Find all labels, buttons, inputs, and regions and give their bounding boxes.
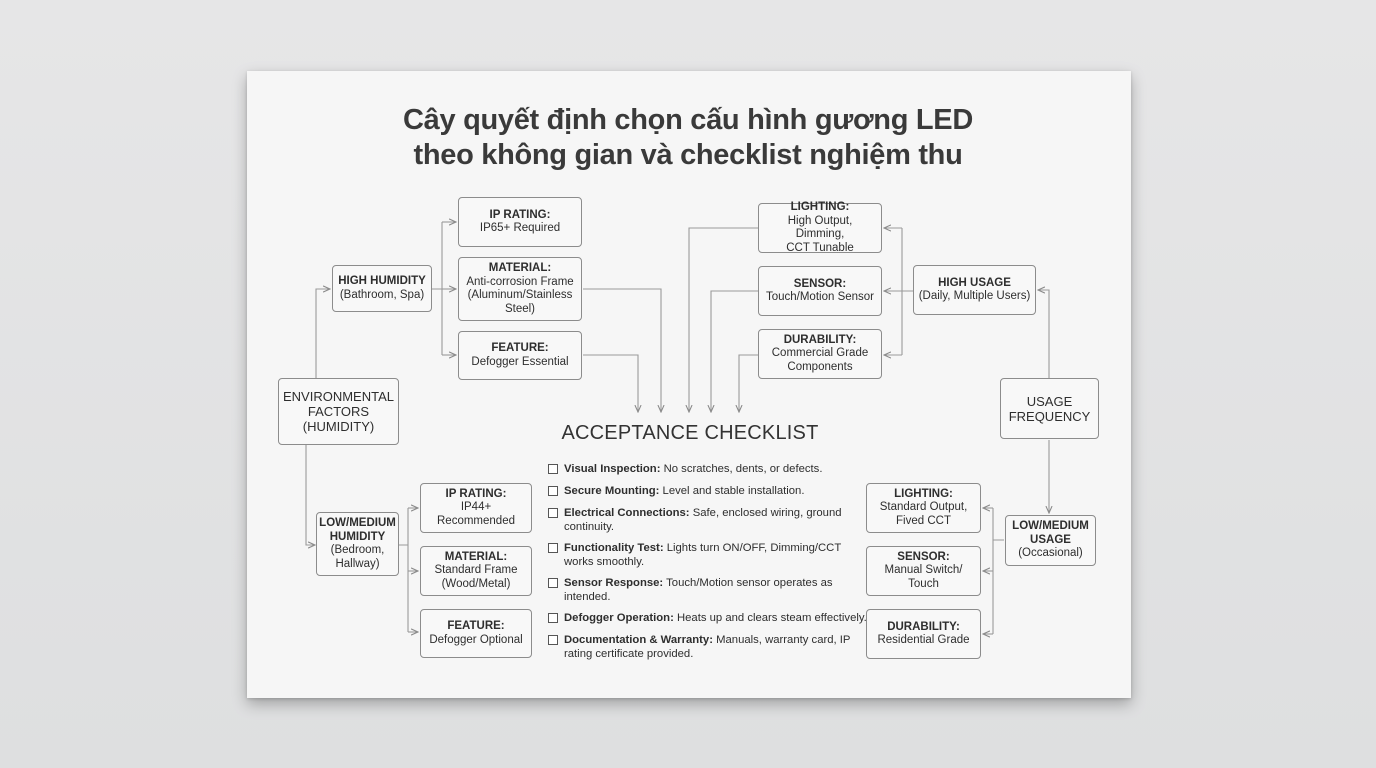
checklist-item-text: No scratches, dents, or defects. — [660, 463, 823, 475]
node-text: (Occasional) — [1018, 547, 1083, 560]
node-usage-frequency — [1000, 378, 1099, 439]
node-heading: LIGHTING: — [894, 487, 953, 500]
node-text: Fived CCT — [896, 514, 951, 527]
checklist-item — [548, 633, 854, 661]
node-heading: LIGHTING: — [790, 201, 850, 213]
checklist-item-text: Heats up and clears steam effectively. — [673, 612, 867, 624]
node-text: Touch — [908, 577, 939, 590]
checklist-item — [548, 611, 868, 625]
node-text: (HUMIDITY) — [302, 419, 375, 434]
checklist-item-text: Touch/Motion sensor operates as intended. — [564, 577, 833, 603]
checklist-item-key: Functionality Test: — [564, 542, 664, 554]
checkbox-icon[interactable] — [548, 464, 558, 474]
node-text: Standard Frame — [434, 564, 518, 577]
node-heading: FEATURE: — [491, 342, 549, 354]
title-line-2: theo không gian và checklist nghiệm thu — [413, 139, 963, 171]
checklist-item — [548, 541, 854, 569]
node-heading: SENSOR: — [793, 277, 847, 290]
node-hu-lighting — [758, 203, 882, 253]
node-high-humidity — [332, 265, 432, 312]
node-text: High Output, Dimming, — [787, 214, 853, 240]
node-high-usage — [913, 265, 1036, 315]
node-heading: LOW/MEDIUM — [319, 517, 396, 529]
node-text: (Bedroom, — [330, 544, 385, 556]
checklist-title: ACCEPTANCE CHECKLIST — [561, 422, 819, 444]
node-lu-sensor — [866, 546, 981, 596]
title-line-1: Cây quyết định chọn cấu hình gương LED — [403, 104, 973, 136]
node-text: (Bathroom, Spa) — [339, 288, 425, 301]
node-text: Manual Switch/ — [884, 564, 963, 577]
node-heading: MATERIAL: — [444, 550, 508, 563]
node-text: IP65+ Required — [479, 222, 561, 234]
checkbox-icon[interactable] — [548, 635, 558, 645]
node-heading: FEATURE: — [447, 620, 505, 632]
node-heading: HIGH USAGE — [938, 276, 1011, 289]
checkbox-icon[interactable] — [548, 486, 558, 496]
node-text: Standard Output, — [879, 501, 968, 514]
checkbox-icon[interactable] — [548, 508, 558, 518]
acceptance-checklist — [548, 462, 868, 661]
node-text: ENVIRONMENTAL — [283, 389, 394, 404]
node-text: (Wood/Metal) — [441, 577, 511, 590]
node-high-ip-rating — [458, 197, 582, 247]
node-text: Components — [787, 360, 853, 373]
node-text: FREQUENCY — [1008, 408, 1091, 424]
node-heading: HUMIDITY — [329, 530, 386, 543]
node-text: FACTORS — [307, 404, 370, 419]
node-text: Commercial Grade — [771, 347, 869, 360]
node-heading: IP RATING: — [445, 487, 507, 500]
checklist-item — [548, 506, 854, 534]
checklist-item-text: Level and stable installation. — [659, 485, 805, 497]
checklist-item-key: Documentation & Warranty: — [564, 634, 713, 646]
node-text: IP44+ Recommended — [437, 501, 515, 527]
page-title — [380, 103, 996, 173]
node-heading: SENSOR: — [897, 550, 950, 563]
node-text: Steel) — [504, 302, 536, 315]
node-heading: IP RATING: — [489, 208, 551, 221]
node-text: Residential Grade — [877, 634, 970, 646]
node-text: Hallway) — [335, 557, 380, 570]
node-heading: HIGH HUMIDITY — [338, 275, 426, 287]
checklist-item — [548, 484, 868, 498]
node-low-usage — [1005, 515, 1096, 566]
node-text: USAGE — [1026, 393, 1073, 409]
node-heading: LOW/MEDIUM — [1012, 520, 1089, 533]
node-text: Defogger Optional — [429, 633, 523, 646]
checklist-item-key: Electrical Connections: — [564, 507, 690, 519]
node-lu-durability — [866, 609, 981, 659]
checklist-item — [548, 462, 868, 476]
node-high-feature — [458, 331, 582, 380]
node-text: Anti-corrosion Frame — [466, 275, 574, 288]
node-environmental-factors — [278, 378, 399, 445]
checkbox-icon[interactable] — [548, 543, 558, 553]
checklist-item-text: Safe, enclosed wiring, ground continuity. — [564, 507, 842, 533]
node-low-feature — [420, 609, 532, 658]
node-hu-durability — [758, 329, 882, 379]
node-hu-sensor — [758, 266, 882, 316]
node-lu-lighting — [866, 483, 981, 533]
node-heading: MATERIAL: — [488, 262, 552, 274]
checklist-item-text: Manuals, warranty card, IP rating certificate provided. — [564, 634, 851, 660]
checklist-item — [548, 576, 854, 604]
checklist-item-key: Sensor Response: — [564, 577, 664, 589]
checklist-item-key: Defogger Operation: — [564, 612, 674, 624]
node-heading: DURABILITY: — [783, 333, 857, 346]
node-heading: USAGE — [1030, 533, 1071, 546]
node-heading: DURABILITY: — [887, 620, 960, 633]
node-text: CCT Tunable — [786, 241, 854, 254]
node-text: Defogger Essential — [471, 355, 569, 368]
node-high-material — [458, 257, 582, 321]
checklist-item-key: Secure Mounting: — [564, 485, 660, 497]
node-low-material — [420, 546, 532, 596]
node-text: (Aluminum/Stainless — [467, 289, 573, 301]
node-text: Touch/Motion Sensor — [765, 291, 875, 303]
checklist-item-text: Lights turn ON/OFF, Dimming/CCT works smoothly. — [564, 542, 842, 568]
node-low-humidity — [316, 512, 399, 576]
node-low-ip-rating — [420, 483, 532, 533]
checkbox-icon[interactable] — [548, 613, 558, 623]
node-text: (Daily, Multiple Users) — [918, 290, 1031, 302]
checklist-item-key: Visual Inspection: — [564, 463, 661, 475]
checkbox-icon[interactable] — [548, 578, 558, 588]
